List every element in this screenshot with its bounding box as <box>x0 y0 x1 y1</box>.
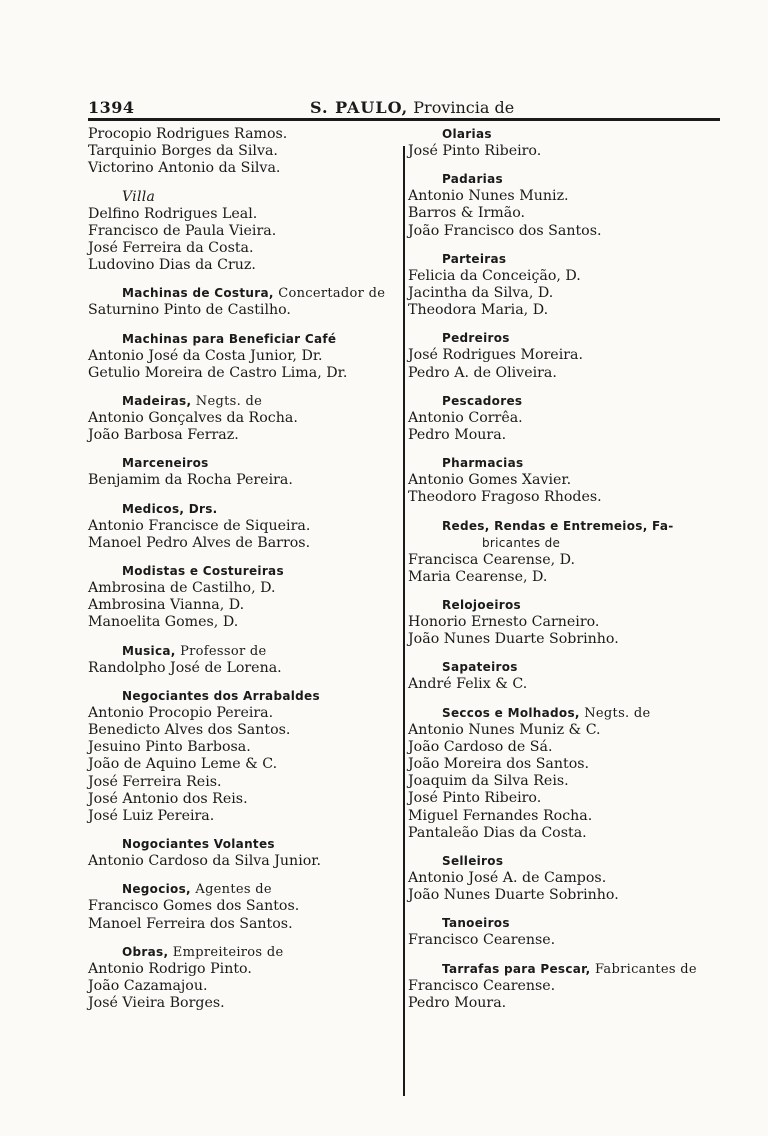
directory-section <box>88 331 400 382</box>
section-heading <box>408 915 722 932</box>
directory-entry: Pedro Moura. <box>408 994 507 1011</box>
directory-section <box>88 688 400 825</box>
directory-section <box>408 126 722 160</box>
section-heading <box>408 251 722 268</box>
section-heading <box>408 518 722 535</box>
directory-entry: Barros & Irmão. <box>408 205 526 222</box>
section-heading-main: Musica, <box>122 643 176 658</box>
directory-entry: João Francisco dos Santos. <box>408 222 602 239</box>
directory-entry: Felicia da Conceição, D. <box>408 267 581 284</box>
left-column <box>88 126 400 1024</box>
directory-entry: João Nunes Duarte Sobrinho. <box>408 887 619 904</box>
directory-section <box>88 126 400 178</box>
directory-entry: Antonio José da Costa Junior, Dr. <box>88 347 323 364</box>
directory-entry: Manoelita Gomes, D. <box>88 614 239 631</box>
right-column <box>408 126 722 1023</box>
section-heading-main: Medicos, Drs. <box>122 501 218 516</box>
directory-entry: Manoel Pedro Alves de Barros. <box>88 534 311 551</box>
directory-section <box>88 643 400 677</box>
section-heading <box>408 330 722 347</box>
directory-section <box>408 961 722 1012</box>
section-heading <box>88 331 400 348</box>
directory-entry: João Cazamajou. <box>88 978 208 995</box>
directory-section <box>88 285 400 319</box>
directory-entry: Ludovino Dias da Cruz. <box>88 257 256 274</box>
section-heading-main: Parteiras <box>442 251 507 266</box>
column-divider <box>403 146 405 1096</box>
directory-entry: Francisco Cearense. <box>408 977 556 994</box>
section-heading-main: Negociantes dos Arrabaldes <box>122 688 320 703</box>
directory-entry: José Luiz Pereira. <box>88 808 215 825</box>
directory-entry: Antonio Nunes Muniz & C. <box>408 721 601 738</box>
section-heading-sub: Negts. de <box>584 705 651 721</box>
directory-entry: Pedro Moura. <box>408 427 507 444</box>
section-heading-main: Madeiras, <box>122 394 192 409</box>
directory-entry: Antonio Cardoso da Silva Junior. <box>88 853 322 870</box>
directory-entry: Tarquinio Borges da Silva. <box>88 143 278 160</box>
directory-entry: João Cardoso de Sá. <box>408 738 553 755</box>
directory-section <box>88 944 400 1013</box>
section-heading-main: Pedreiros <box>442 331 510 346</box>
directory-entry: Getulio Moreira de Castro Lima, Dr. <box>88 364 348 381</box>
section-heading-main: Sapateiros <box>442 660 518 675</box>
running-title-bold: S. PAULO, <box>310 98 409 117</box>
directory-entry: Honorio Ernesto Carneiro. <box>408 614 600 631</box>
section-heading <box>88 393 400 410</box>
directory-section <box>408 330 722 381</box>
directory-entry: José Pinto Ribeiro. <box>408 790 542 807</box>
directory-section <box>88 189 400 275</box>
directory-section <box>408 915 722 949</box>
directory-entry: Francisca Cearense, D. <box>408 551 576 568</box>
section-heading <box>88 455 400 472</box>
directory-entry: José Ferreira da Costa. <box>88 240 254 257</box>
directory-entry: Antonio Francisce de Siqueira. <box>88 517 311 534</box>
section-heading <box>88 881 400 898</box>
section-heading-sub: Professor de <box>180 643 267 659</box>
section-heading-main: Selleiros <box>442 854 504 869</box>
directory-section <box>88 393 400 444</box>
section-heading <box>408 171 722 188</box>
directory-section <box>408 171 722 240</box>
section-heading-sub: Agentes de <box>195 882 272 898</box>
directory-entry: José Vieira Borges. <box>88 995 225 1012</box>
section-heading <box>408 659 722 676</box>
directory-entry: Jacintha da Silva, D. <box>408 285 554 302</box>
directory-entry: Joaquim da Silva Reis. <box>408 773 569 790</box>
section-heading-main: Modistas e Costureiras <box>122 564 284 579</box>
section-heading-main: Padarias <box>442 172 503 187</box>
directory-section <box>88 836 400 870</box>
section-heading-main: Seccos e Molhados, <box>442 705 580 720</box>
directory-entry: José Pinto Ribeiro. <box>408 143 542 159</box>
section-heading-main: Pharmacias <box>442 456 524 471</box>
section-heading-main: Olarias <box>442 127 492 141</box>
directory-entry: João de Aquino Leme & C. <box>88 756 278 773</box>
section-heading <box>88 501 400 518</box>
section-heading-main: Nogociantes Volantes <box>122 837 275 852</box>
directory-entry: Antonio Gonçalves da Rocha. <box>88 410 298 427</box>
section-heading-main: Machinas de Costura, <box>122 286 274 301</box>
directory-entry: Benjamim da Rocha Pereira. <box>88 472 293 489</box>
section-heading <box>88 563 400 580</box>
section-heading <box>88 643 400 660</box>
directory-entry: Procopio Rodrigues Ramos. <box>88 126 288 142</box>
directory-entry: Manoel Ferreira dos Santos. <box>88 915 293 932</box>
directory-section <box>88 501 400 552</box>
directory-entry: Francisco Cearense. <box>408 932 556 949</box>
section-heading-main: Marceneiros <box>122 456 209 471</box>
directory-section <box>408 597 722 648</box>
directory-entry: Pantaleão Dias da Costa. <box>408 824 587 841</box>
directory-section <box>408 518 722 586</box>
directory-entry: Benedicto Alves dos Santos. <box>88 722 291 739</box>
directory-entry: Delfino Rodrigues Leal. <box>88 205 258 222</box>
directory-section <box>88 563 400 632</box>
directory-entry: Antonio Corrêa. <box>408 409 523 426</box>
section-heading-sub: Negts. de <box>195 394 263 410</box>
section-heading-sub: Concertador de <box>278 286 386 302</box>
directory-entry: Pedro A. de Oliveira. <box>408 364 557 381</box>
section-heading <box>408 961 722 978</box>
section-heading <box>408 705 722 722</box>
directory-entry: João Moreira dos Santos. <box>408 756 590 773</box>
section-heading-main: Tanoeiros <box>442 916 510 931</box>
page-number: 1394 <box>88 98 135 117</box>
section-heading <box>88 285 400 302</box>
directory-entry: Antonio Rodrigo Pinto. <box>88 960 252 977</box>
section-heading <box>88 189 400 206</box>
directory-section <box>408 251 722 320</box>
running-title <box>310 98 514 117</box>
directory-entry: Ambrosina de Castilho, D. <box>88 580 276 597</box>
directory-section <box>408 659 722 693</box>
section-heading <box>88 688 400 705</box>
section-heading-main: Redes, Rendas e Entremeios, Fa- <box>442 518 674 533</box>
directory-section <box>408 455 722 506</box>
directory-entry: Maria Cearense, D. <box>408 568 548 585</box>
section-heading <box>408 853 722 870</box>
section-heading <box>88 836 400 853</box>
directory-entry: André Felix & C. <box>408 676 528 693</box>
directory-entry: Theodora Maria, D. <box>408 302 549 319</box>
directory-section <box>408 705 722 842</box>
directory-section <box>88 881 400 932</box>
section-heading <box>408 597 722 614</box>
directory-entry: Miguel Fernandes Rocha. <box>408 807 593 824</box>
section-heading-main: Tarrafas para Pescar, <box>442 961 591 976</box>
directory-entry: Antonio José A. de Campos. <box>408 870 607 887</box>
directory-entry: José Rodrigues Moreira. <box>408 347 583 364</box>
directory-entry: Francisco Gomes dos Santos. <box>88 898 300 915</box>
directory-entry: Antonio Nunes Muniz. <box>408 188 569 205</box>
section-heading-sub: Fabricantes de <box>594 961 697 977</box>
directory-entry: Jesuino Pinto Barbosa. <box>88 739 251 756</box>
directory-entry: Ambrosina Vianna, D. <box>88 597 245 614</box>
directory-section <box>408 393 722 444</box>
directory-entry: Saturnino Pinto de Castilho. <box>88 302 291 319</box>
section-heading <box>408 126 722 143</box>
directory-entry: José Antonio dos Reis. <box>88 790 248 807</box>
section-heading-sub: Empreiteiros de <box>172 944 284 960</box>
section-heading-continuation: bricantes de <box>482 535 561 550</box>
directory-entry: Francisco de Paula Vieira. <box>88 222 277 239</box>
directory-entry: João Nunes Duarte Sobrinho. <box>408 631 619 648</box>
directory-entry: Theodoro Fragoso Rhodes. <box>408 489 602 506</box>
section-heading-main: Relojoeiros <box>442 598 521 613</box>
directory-entry: Antonio Gomes Xavier. <box>408 472 572 489</box>
section-heading-main: Obras, <box>122 944 169 959</box>
section-heading-main: Pescadores <box>442 393 523 408</box>
section-heading-main: Machinas para Beneficiar Café <box>122 331 337 346</box>
section-heading <box>408 455 722 472</box>
section-heading <box>88 944 400 961</box>
section-heading-main: Villa <box>122 188 156 205</box>
directory-section <box>88 455 400 489</box>
directory-entry: Victorino Antonio da Silva. <box>88 160 281 177</box>
directory-entry: José Ferreira Reis. <box>88 773 222 790</box>
section-heading-main: Negocios, <box>122 882 191 897</box>
section-heading <box>408 393 722 410</box>
directory-entry: João Barbosa Ferraz. <box>88 427 239 444</box>
directory-section <box>408 853 722 904</box>
directory-entry: Randolpho José de Lorena. <box>88 659 282 676</box>
header-rule <box>88 118 720 121</box>
running-title-rest: Provincia de <box>413 98 515 117</box>
directory-entry: Antonio Procopio Pereira. <box>88 704 274 721</box>
